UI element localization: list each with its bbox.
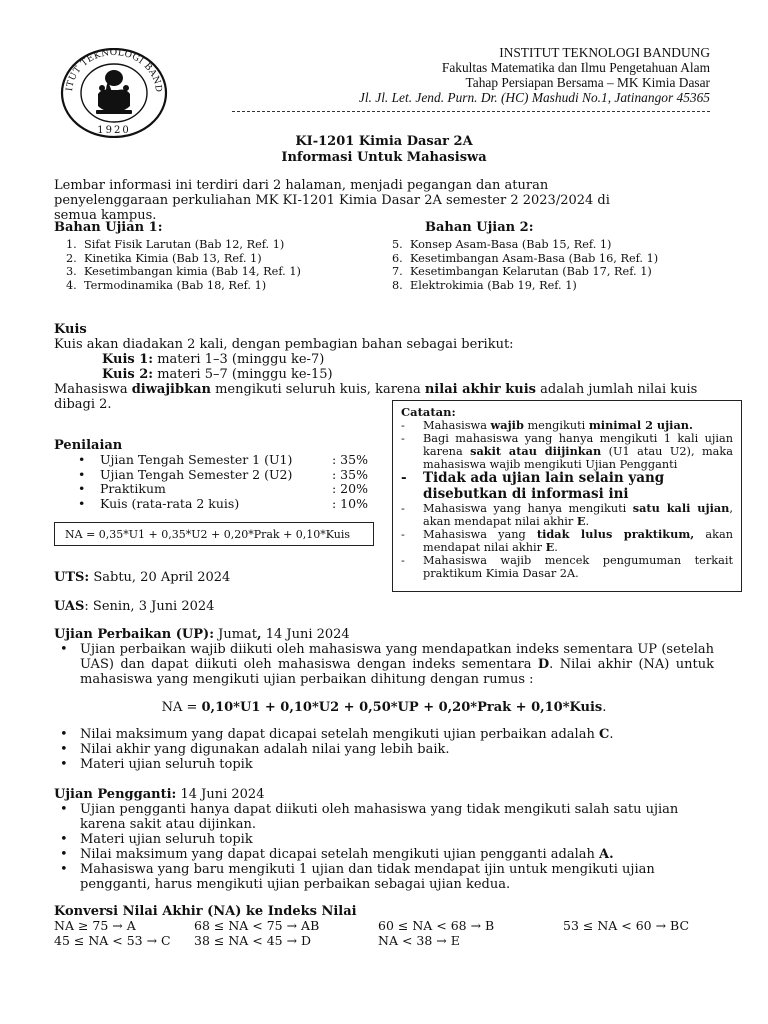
konversi-cell: 68 ≤ NA < 75 → AB	[194, 918, 320, 933]
list-item: 7. Kesetimbangan Kelarutan (Bab 17, Ref. 1)	[392, 265, 652, 278]
list-item: - Mahasiswa yang hanya mengikuti satu kali ujian, akan mendapat nilai akhir E.	[401, 501, 733, 528]
konversi-cell: 38 ≤ NA < 45 → D	[194, 933, 312, 948]
course-title: KI-1201 Kimia Dasar 2A	[295, 134, 473, 149]
pengganti-heading: Ujian Pengganti: 14 Juni 2024	[54, 787, 265, 802]
list-item: 1. Sifat Fisik Larutan (Bab 12, Ref. 1)	[66, 238, 285, 251]
list-item: • Nilai maksimum yang dapat dicapai setelah mengikuti ujian pengganti adalah A.	[60, 847, 614, 862]
konversi-section	[54, 904, 714, 919]
list-item: • Materi ujian seluruh topik	[60, 757, 253, 772]
bahan-ujian-2-heading: Bahan Ujian 2:	[425, 220, 534, 235]
intro-paragraph: Lembar informasi ini terdiri dari 2 halaman, menjadi pegangan dan aturan penyelenggaraan perkuliahan MK KI-1201 Kimia Dasar 2A semester 2 2023/2024 di semua kampus.	[54, 178, 610, 223]
kuis-heading: Kuis	[54, 322, 87, 337]
program-name: Tahap Persiapan Bersama – MK Kimia Dasar	[465, 75, 710, 90]
list-item: • Kuis (rata-rata 2 kuis) : 10%	[78, 495, 368, 511]
konversi-cell: 60 ≤ NA < 68 → B	[378, 918, 495, 933]
list-item: - Mahasiswa wajib mencek pengumuman terkait praktikum Kimia Dasar 2A.	[401, 554, 733, 580]
kuis-requirement: Mahasiswa diwajibkan mengikuti seluruh kuis, karena nilai akhir kuis adalah jumlah nilai kuis dibagi 2.	[54, 382, 698, 412]
bahan-ujian-1-heading: Bahan Ujian 1:	[54, 220, 163, 235]
catatan-box	[392, 400, 742, 592]
list-item: • Nilai akhir yang digunakan adalah nilai yang lebih baik.	[60, 742, 450, 757]
ujian-pengganti-section	[54, 787, 714, 892]
list-item: 3. Kesetimbangan kimia (Bab 14, Ref. 1)	[66, 265, 301, 278]
konversi-cell: NA ≥ 75 → A	[54, 918, 136, 933]
institution-address: Jl. Jl. Let. Jend. Purn. Dr. (HC) Mashudi No.1, Jatinangor 45365	[358, 90, 710, 105]
list-item: • Nilai maksimum yang dapat dicapai setelah mengikuti ujian perbaikan adalah C.	[60, 727, 614, 742]
bahan-ujian-2-list	[380, 238, 740, 292]
konversi-cell: 45 ≤ NA < 53 → C	[54, 933, 171, 948]
institution-name: INSTITUT TEKNOLOGI BANDUNG	[499, 45, 710, 60]
faculty-name: Fakultas Matematika dan Ilmu Pengetahuan Alam	[441, 60, 710, 75]
konversi-cell: 53 ≤ NA < 60 → BC	[563, 918, 690, 933]
kuis-section	[54, 322, 714, 412]
list-item: • Materi ujian seluruh topik	[60, 832, 253, 847]
list-item: • Mahasiswa yang baru mengikuti 1 ujian dan tidak mendapat ijin untuk mengikuti ujian pengganti, harus mengikuti ujian perbaikan sebagai ujian kedua.	[60, 862, 655, 892]
kuis-intro: Kuis akan diadakan 2 kali, dengan pembagian bahan sebagai berikut:	[54, 337, 514, 352]
document-title	[0, 134, 768, 166]
ujian-perbaikan-section	[54, 627, 714, 772]
itb-logo	[58, 48, 170, 138]
svg-text:INSTITUT TEKNOLOGI BANDUNG	[58, 48, 163, 93]
list-item: 6. Kesetimbangan Asam-Basa (Bab 16, Ref. 1)	[392, 251, 659, 265]
list-item: - Tidak ada ujian lain selain yang disebutkan di informasi ini	[401, 470, 665, 502]
na-formula-box: NA = 0,35*U1 + 0,35*U2 + 0,20*Prak + 0,10*Kuis	[54, 522, 374, 546]
itb-seal-icon	[58, 48, 170, 138]
institution-header	[359, 45, 710, 105]
penilaian-heading: Penilaian	[54, 438, 123, 453]
bahan-ujian-1-list	[54, 238, 384, 292]
kuis-2-line: Kuis 2: materi 5–7 (minggu ke-15)	[102, 367, 333, 382]
list-item: 5. Konsep Asam-Basa (Bab 15, Ref. 1)	[392, 238, 612, 251]
header-divider	[232, 111, 710, 112]
list-item: 2. Kinetika Kimia (Bab 13, Ref. 1)	[66, 251, 262, 265]
penilaian-section	[54, 438, 384, 511]
up-heading: Ujian Perbaikan (UP): Jumat, 14 Juni 2024	[54, 627, 350, 642]
up-formula: NA = 0,10*U1 + 0,10*U2 + 0,50*UP + 0,20*Prak + 0,10*Kuis.	[161, 700, 607, 715]
konversi-heading: Konversi Nilai Akhir (NA) ke Indeks Nilai	[54, 904, 357, 919]
list-item: • Ujian Tengah Semester 2 (U2) : 35%	[78, 466, 368, 482]
list-item: 8. Elektrokimia (Bab 19, Ref. 1)	[392, 278, 577, 292]
logo-year: 1920	[97, 125, 131, 136]
list-item: • Ujian Tengah Semester 1 (U1) : 35%	[78, 452, 368, 467]
list-item: • Ujian pengganti hanya dapat diikuti oleh mahasiswa yang tidak mengikuti salah satu ujian karena sakit atau dijinkan.	[60, 802, 679, 832]
kuis-1-line: Kuis 1: materi 1–3 (minggu ke-7)	[102, 352, 325, 367]
list-item: • Praktikum : 20%	[78, 481, 368, 496]
logo-ring-text: ITUT TEKNOLOGI BAND	[65, 48, 164, 94]
list-item: 4. Termodinamika (Bab 18, Ref. 1)	[66, 278, 267, 292]
document-subtitle: Informasi Untuk Mahasiswa	[281, 150, 487, 165]
list-item: • Ujian perbaikan wajib diikuti oleh mahasiswa yang mendapatkan indeks sementara UP (setelah UAS) dan dapat diikuti oleh mahasiswa dengan indeks sementara D. Nilai akhir (NA) untuk mahasiswa yang mengikuti ujian perbaikan dihitung dengan rumus :	[60, 642, 714, 687]
list-item: - Mahasiswa wajib mengikuti minimal 2 ujian.	[401, 418, 693, 432]
catatan-label: Catatan:	[401, 405, 456, 419]
uas-line: UAS: Senin, 3 Juni 2024	[54, 599, 215, 614]
list-item: - Bagi mahasiswa yang hanya mengikuti 1 kali ujian karena sakit atau diijinkan (U1 atau U2), maka mahasiswa wajib mengikuti Ujian Pengganti	[401, 432, 734, 471]
konversi-cell: NA < 38 → E	[378, 933, 460, 948]
list-item: - Mahasiswa yang tidak lulus praktikum, akan mendapat nilai akhir E.	[401, 527, 734, 554]
uts-line: UTS: Sabtu, 20 April 2024	[54, 570, 231, 585]
